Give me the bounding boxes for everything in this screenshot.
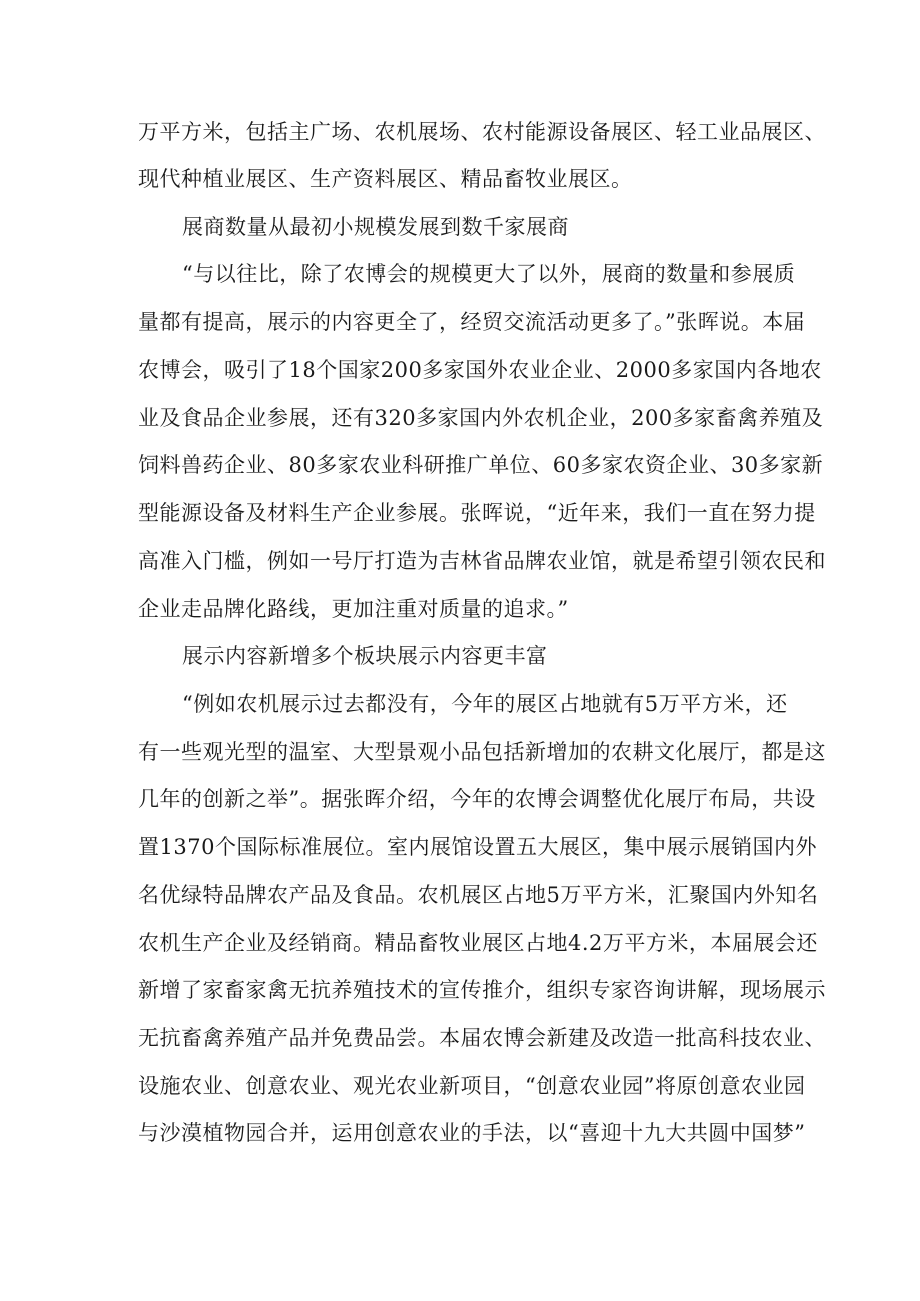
text-line-20: 无抗畜禽养殖产品并免费品尝。本届农博会新建及改造一批高科技农业、 (138, 1026, 826, 1050)
section-heading-content: 展示内容新增多个板块展示内容更丰富 (182, 644, 548, 668)
text-line-2: 现代种植业展区、生产资料展区、精品畜牧业展区。 (138, 167, 633, 191)
text-line-15: 几年的创新之举”。据张晖介绍，今年的农博会调整优化展厅布局，共设 (138, 787, 816, 811)
text-line-22: 与沙漠植物园合并，运用创意农业的手法，以“喜迎十九大共圆中国梦” (138, 1121, 806, 1145)
text-line-8: 饲料兽药企业、80多家农业科研推广单位、60多家农资企业、30多家新 (138, 453, 824, 477)
text-line-1: 万平方米，包括主广场、农机展场、农村能源设备展区、轻工业品展区、 (138, 120, 826, 144)
text-line-4: “与以往比，除了农博会的规模更大了以外，展商的数量和参展质 (182, 262, 796, 286)
text-line-9: 型能源设备及材料生产企业参展。张晖说，“近年来，我们一直在努力提 (138, 501, 816, 525)
text-line-7: 业及食品企业参展，还有320多家国内外农机企业，200多家畜禽养殖及 (138, 406, 824, 430)
section-heading-exhibitors: 展商数量从最初小规模发展到数千家展商 (182, 215, 569, 239)
text-line-13: “例如农机展示过去都没有，今年的展区占地就有5万平方米，还 (182, 692, 788, 716)
text-line-14: 有一些观光型的温室、大型景观小品包括新增加的农耕文化展厅，都是这 (138, 740, 826, 764)
text-line-16: 置1370个国际标准展位。室内展馆设置五大展区，集中展示展销国内外 (138, 835, 817, 859)
text-line-11: 企业走品牌化路线，更加注重对质量的追求。” (138, 597, 569, 621)
text-line-5: 量都有提高，展示的内容更全了，经贸交流活动更多了。”张晖说。本届 (138, 310, 806, 334)
text-line-18: 农机生产企业及经销商。精品畜牧业展区占地4.2万平方米，本届展会还 (138, 931, 818, 955)
text-line-19: 新增了家畜家禽无抗养殖技术的宣传推介，组织专家咨询讲解，现场展示 (138, 978, 826, 1002)
text-line-17: 名优绿特品牌农产品及食品。农机展区占地5万平方米，汇聚国内外知名 (138, 883, 819, 907)
text-line-6: 农博会，吸引了18个国家200多家国外农业企业、2000多家国内各地农 (138, 358, 822, 382)
text-line-10: 高准入门槛，例如一号厅打造为吉林省品牌农业馆，就是希望引领农民和 (138, 549, 826, 573)
text-line-21: 设施农业、创意农业、观光农业新项目，“创意农业园”将原创意农业园 (138, 1074, 806, 1098)
